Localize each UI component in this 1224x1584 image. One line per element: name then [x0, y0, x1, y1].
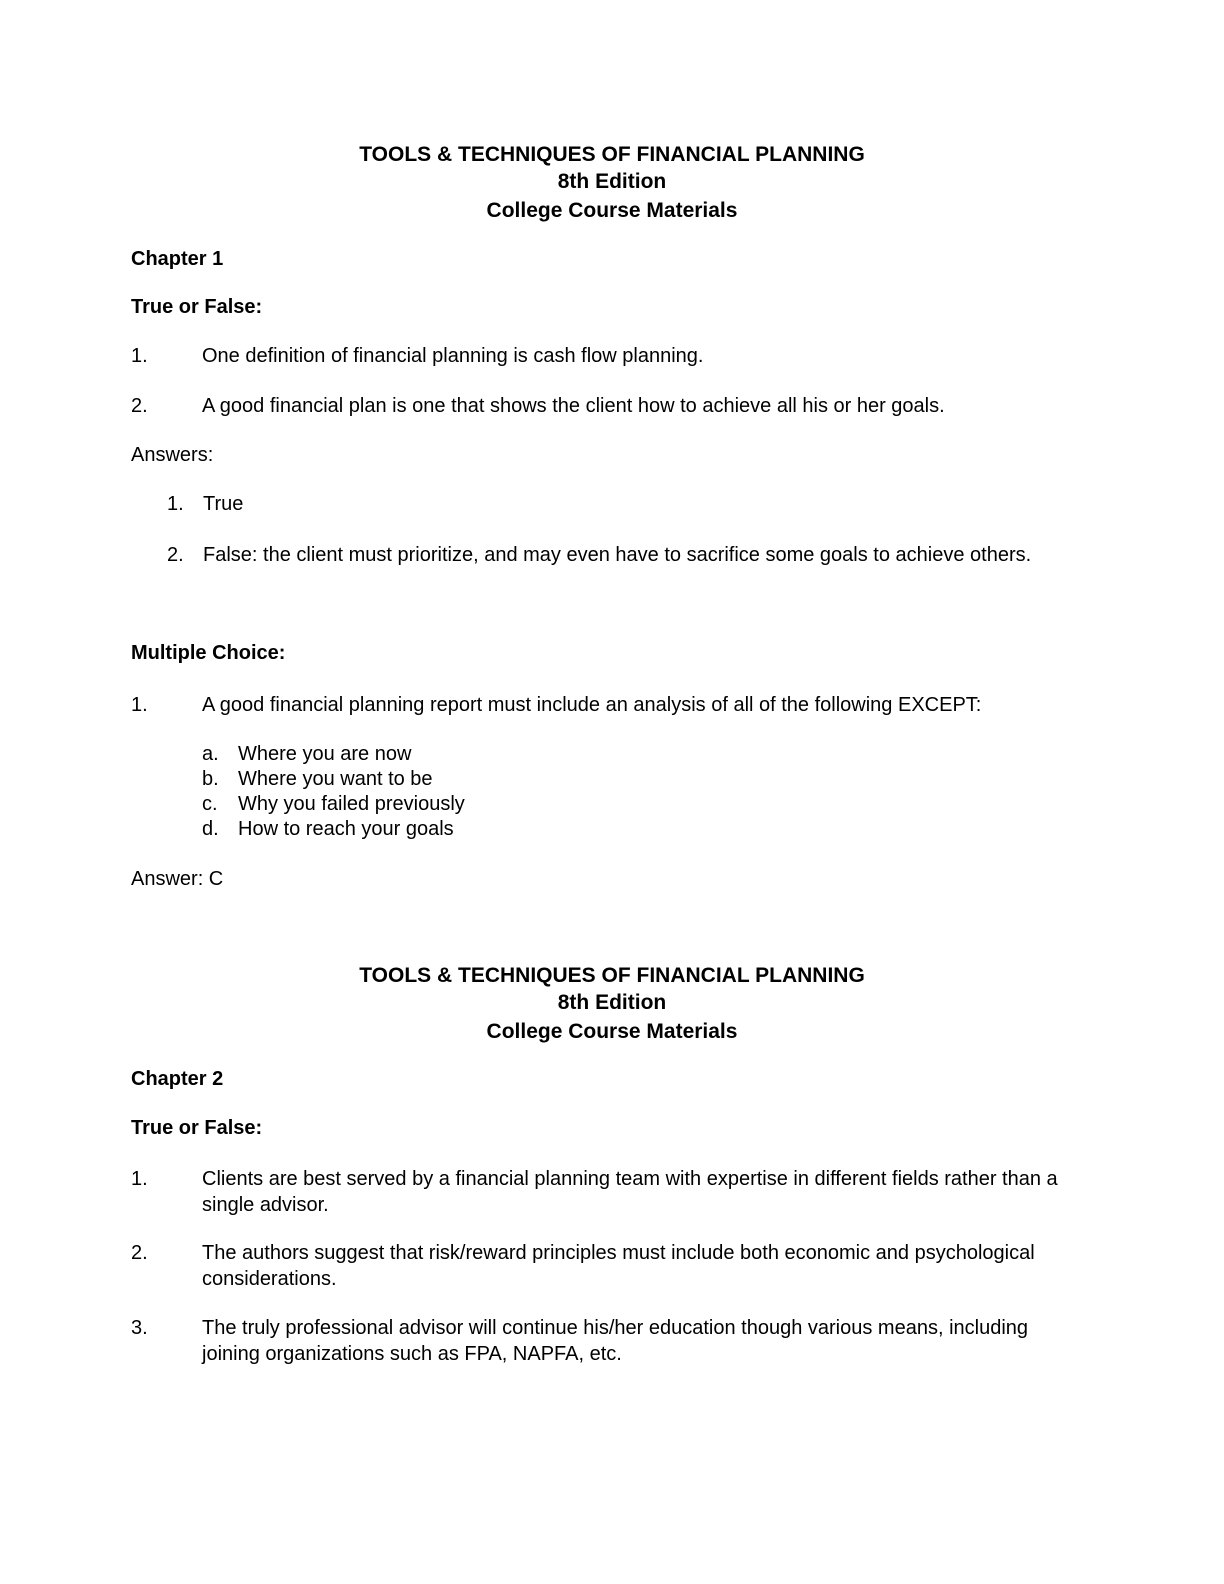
option-text: Where you are now: [238, 743, 412, 765]
answer-number: 2.: [167, 544, 184, 566]
doc-edition: 8th Edition: [557, 170, 667, 193]
doc-title: TOOLS & TECHNIQUES OF FINANCIAL PLANNING: [359, 143, 865, 166]
question-text: A good financial plan is one that shows the client how to achieve all his or her goals.: [202, 395, 945, 417]
option-letter: b.: [202, 768, 219, 790]
option-letter: c.: [202, 793, 218, 815]
question-text: Clients are best served by a financial planning team with expertise in different fields rather than a single advisor.: [202, 1168, 1058, 1216]
doc-subtitle: College Course Materials: [486, 1020, 738, 1043]
chapter-heading: Chapter 2: [131, 1068, 224, 1090]
multiple-choice-heading: Multiple Choice:: [131, 642, 286, 664]
question-text: The truly professional advisor will continue his/her education though various means, including joining organizations such as FPA, NAPFA, etc.: [202, 1317, 1029, 1365]
option-letter: a.: [202, 743, 219, 765]
question-number: 1.: [131, 345, 148, 367]
true-false-heading: True or False:: [131, 296, 263, 318]
doc-title: TOOLS & TECHNIQUES OF FINANCIAL PLANNING: [359, 964, 865, 987]
question-text: The authors suggest that risk/reward principles must include both economic and psychological considerations.: [202, 1242, 1035, 1290]
question-text: A good financial planning report must include an analysis of all of the following EXCEPT:: [202, 694, 982, 716]
question-number: 2.: [131, 395, 148, 417]
question-number: 3.: [131, 1317, 148, 1339]
true-false-heading: True or False:: [131, 1117, 263, 1139]
option-letter: d.: [202, 818, 219, 840]
question-number: 1.: [131, 694, 148, 716]
option-text: Why you failed previously: [238, 793, 465, 815]
option-text: How to reach your goals: [238, 818, 454, 840]
chapter-heading: Chapter 1: [131, 248, 224, 270]
option-text: Where you want to be: [238, 768, 433, 790]
question-text: One definition of financial planning is cash flow planning.: [202, 345, 704, 367]
question-number: 1.: [131, 1168, 148, 1190]
answer-number: 1.: [167, 493, 184, 515]
answer-text: False: the client must prioritize, and may even have to sacrifice some goals to achieve others.: [203, 544, 1032, 566]
doc-edition: 8th Edition: [557, 991, 667, 1014]
answers-label: Answers:: [131, 444, 214, 466]
answer-text: True: [203, 493, 244, 515]
doc-subtitle: College Course Materials: [486, 199, 738, 222]
question-number: 2.: [131, 1242, 148, 1264]
mc-answer: Answer: C: [131, 868, 224, 890]
